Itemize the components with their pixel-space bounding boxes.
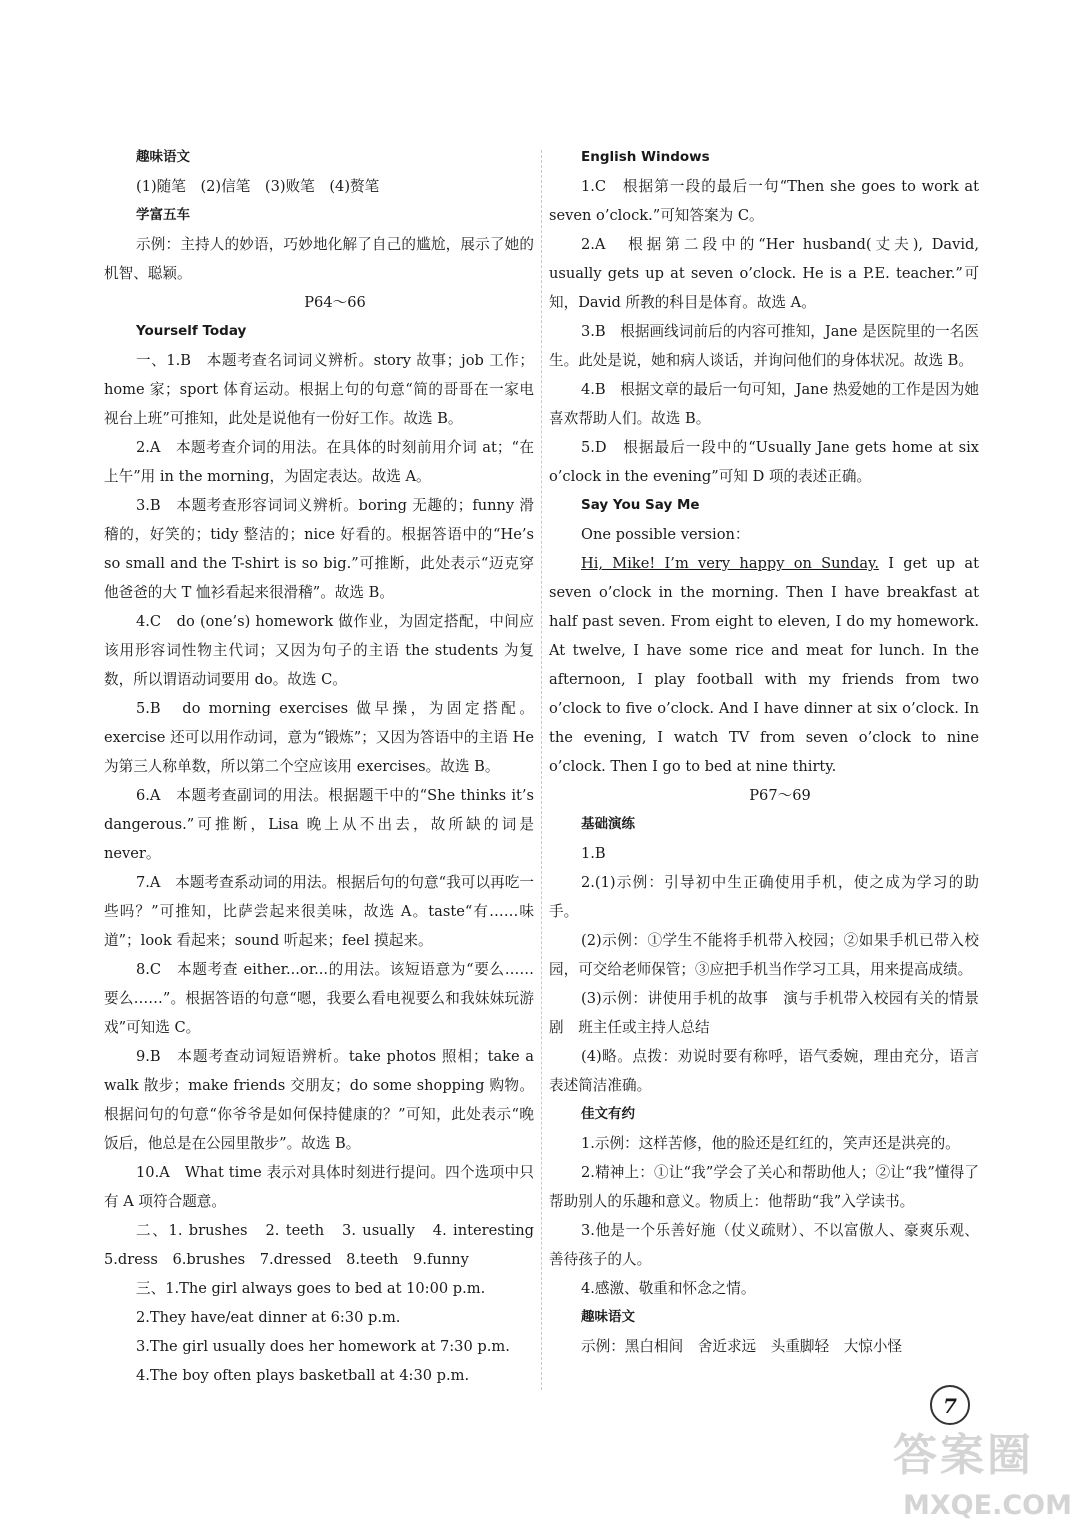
answer-paragraph: 2.精神上：①让“我”学会了关心和帮助他人；②让“我”懂得了帮助别人的乐趣和意义。物质上：他帮助“我”入学读书。 xyxy=(549,1164,979,1210)
answer-paragraph: 2.They have/eat dinner at 6:30 p.m. xyxy=(136,1309,401,1326)
answer-paragraph: 8.C 本题考查 either...or...的用法。该短语意为“要么……要么……”。根据答语的句意“嗯，我要么看电视要么和我妹妹玩游戏”可知选 C。 xyxy=(104,961,534,1036)
watermark-url: MXQE.COM xyxy=(903,1490,1072,1521)
answer-paragraph: 9.B 本题考查动词短语辨析。take photos 照相；take a walk 散步；make friends 交朋友；do some shopping 购物。根据问句的句意“你爷爷是如何保持健康的？”可知，此处表示“晚饭后，他总是在公园里散步”。故选 B。 xyxy=(104,1048,534,1152)
section-heading: 佳文有约 xyxy=(581,1106,635,1122)
answer-paragraph: (2)示例：①学生不能将手机带入校园；②如果手机已带入校园，可交给老师保管；③应把手机当作学习工具，用来提高成绩。 xyxy=(549,932,979,978)
answer-line: (1)随笔 (2)信笔 (3)败笔 (4)赘笔 xyxy=(136,178,380,195)
answer-paragraph: 三、1.The girl always goes to bed at 10:00 p.m. xyxy=(136,1280,486,1297)
section-heading: Say You Say Me xyxy=(581,497,700,513)
answer-paragraph: 3.B 根据画线词前后的内容可推知，Jane 是医院里的一名医生。此处是说，她和病人谈话，并询问他们的身体状况。故选 B。 xyxy=(549,323,979,369)
answer-paragraph: 6.A 本题考查副词的用法。根据题干中的“She thinks it’s dangerous.”可推断，Lisa 晚上从不出去，故所缺的词是 never。 xyxy=(104,787,534,862)
answer-paragraph: 5.B do morning exercises 做早操，为固定搭配。exercise 还可以用作动词，意为“锻炼”；又因为答语中的主语 He 为第三人称单数，所以第二个空应该用 exercises。故选 B。 xyxy=(104,700,534,775)
answer-paragraph: 3.B 本题考查形容词词义辨析。boring 无趣的；funny 滑稽的，好笑的；tidy 整洁的；nice 好看的。根据答语中的“He’s so small and the T-shirt is so big.”可推断，此处表示“迈克穿他爸爸的大 T 恤衫看起来很滑稽”。故选 B。 xyxy=(104,497,534,601)
underlined-sentence: Hi, Mike! I’m very happy on Sunday. xyxy=(581,555,879,572)
paragraph-rest: I get up at seven o’clock in the morning. Then I have breakfast at half past seven. From eight to eleven, I do my homework. At twelve, I have some rice and meat for lunch. In the afternoon, I play football with my friends from two o’clock to five o’clock. And I have dinner at six o’clock. In the evening, I watch TV from seven o’clock to nine o’clock. Then I go to bed at nine thirty. xyxy=(549,555,979,775)
answer-paragraph: 4.C do (one’s) homework 做作业，为固定搭配，中间应该用形容词性物主代词；又因为句子的主语 the students 为复数，所以谓语动词要用 do。故选 C。 xyxy=(104,613,534,688)
page-range-label: P67～69 xyxy=(749,787,811,804)
column-divider xyxy=(541,150,542,1390)
answer-paragraph xyxy=(549,549,979,781)
answer-paragraph: 1.示例：这样苦修，他的脸还是红红的，笑声还是洪亮的。 xyxy=(581,1135,960,1152)
answer-paragraph: 2.(1)示例：引导初中生正确使用手机，使之成为学习的助手。 xyxy=(549,874,979,920)
answer-paragraph: 10.A What time 表示对具体时刻进行提问。四个选项中只有 A 项符合题意。 xyxy=(104,1164,534,1210)
answer-paragraph: 2.A 根据第二段中的“Her husband(丈夫), David, usually gets up at seven o’clock. He is a P.E. teacher.”可知，David 所教的科目是体育。故选 A。 xyxy=(549,236,979,311)
page-range-label: P64～66 xyxy=(304,294,366,311)
answer-paragraph: 7.A 本题考查系动词的用法。根据后句的句意“我可以再吃一些吗？”可推知，比萨尝起来很美味，故选 A。taste“有……味道”；look 看起来；sound 听起来；feel 摸起来。 xyxy=(104,874,534,949)
section-heading: 趣味语文 xyxy=(136,149,190,165)
watermark-text: 答案圈 xyxy=(893,1430,1034,1481)
answer-paragraph: (3)示例：讲使用手机的故事 演与手机带入校园有关的情景剧 班主任或主持人总结 xyxy=(549,990,979,1036)
answer-paragraph: 4.感激、敬重和怀念之情。 xyxy=(581,1280,756,1297)
section-heading: 基础演练 xyxy=(581,816,635,832)
answer-paragraph: 2.A 本题考查介词的用法。在具体的时刻前用介词 at；“在上午”用 in the morning，为固定表达。故选 A。 xyxy=(104,439,534,485)
answer-paragraph: 4.The boy often plays basketball at 4:30 p.m. xyxy=(136,1367,470,1384)
section-heading: 学富五车 xyxy=(136,207,190,223)
answer-paragraph: 4.B 根据文章的最后一句可知，Jane 热爱她的工作是因为她喜欢帮助人们。故选 B。 xyxy=(549,381,979,427)
page-number: 7 xyxy=(930,1385,970,1425)
answer-paragraph: 3.The girl usually does her homework at 7:30 p.m. xyxy=(136,1338,510,1355)
right-column xyxy=(549,143,979,1361)
answer-paragraph: 1.B xyxy=(581,845,606,862)
watermark-logo xyxy=(893,1415,1073,1525)
left-column xyxy=(104,143,534,1390)
answer-paragraph: One possible version： xyxy=(581,526,750,543)
section-heading: Yourself Today xyxy=(136,323,247,339)
answer-paragraph: 1.C 根据第一段的最后一句“Then she goes to work at seven o’clock.”可知答案为 C。 xyxy=(549,178,979,224)
answer-paragraph: 5.D 根据最后一段中的“Usually Jane gets home at six o’clock in the evening”可知 D 项的表述正确。 xyxy=(549,439,979,485)
answer-line: 示例：黑白相间 舍近求远 头重脚轻 大惊小怪 xyxy=(581,1338,903,1355)
answer-paragraph: 3.他是一个乐善好施（仗义疏财）、不以富傲人、豪爽乐观、善待孩子的人。 xyxy=(549,1222,979,1268)
answer-paragraph: 一、1.B 本题考查名词词义辨析。story 故事；job 工作；home 家；sport 体育运动。根据上句的句意“简的哥哥在一家电视台上班”可推知，此处是说他有一份好工作。故选 B。 xyxy=(104,352,534,427)
answer-paragraph: 二、1. brushes 2. teeth 3. usually 4. interesting 5.dress 6.brushes 7.dressed 8.teeth 9.funny xyxy=(104,1222,534,1268)
section-heading: English Windows xyxy=(581,149,710,165)
section-heading: 趣味语文 xyxy=(581,1309,635,1325)
answer-paragraph: 示例：主持人的妙语，巧妙地化解了自己的尴尬，展示了她的机智、聪颖。 xyxy=(104,236,534,282)
answer-paragraph: (4)略。点拨：劝说时要有称呼，语气委婉，理由充分，语言表述简洁准确。 xyxy=(549,1048,979,1094)
